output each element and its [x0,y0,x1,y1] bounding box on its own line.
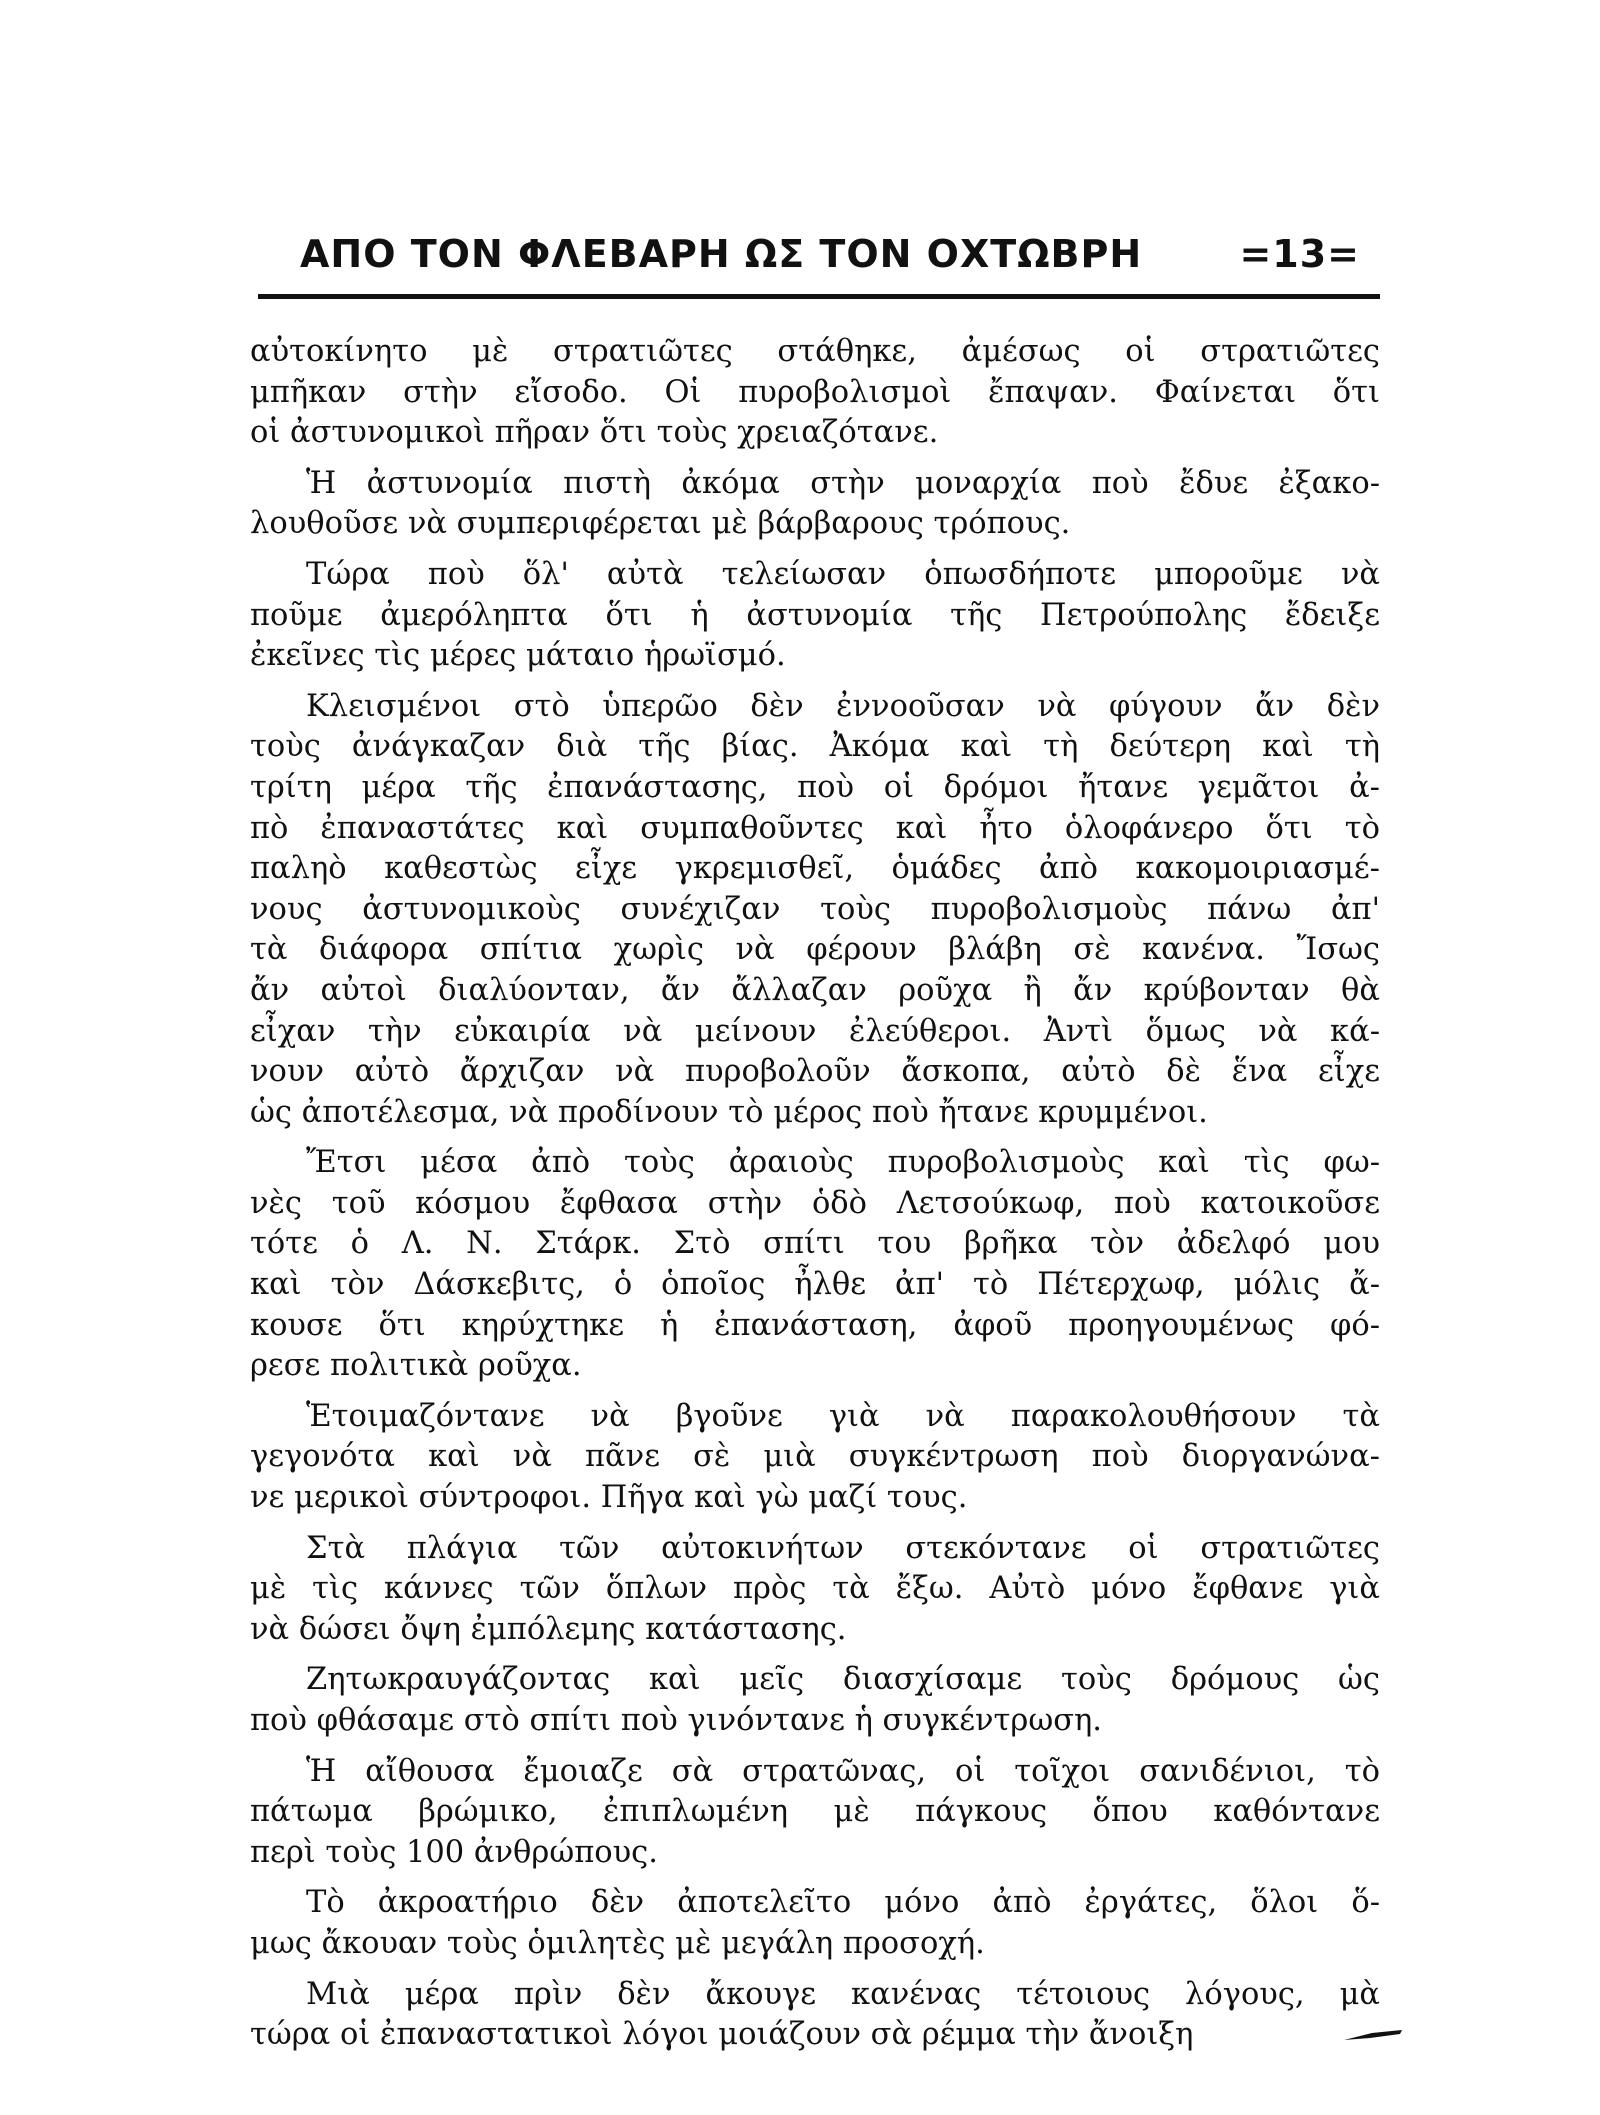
paragraph [250,1752,1380,1874]
paragraph-gap [250,1519,1380,1529]
page-header [300,232,1380,282]
text-line: μως ἄκουαν τοὺς ὁμιλητὲς μὲ μεγάλη προσοχή. [250,1925,985,1961]
text-line: Κλεισμένοι στὸ ὑπερῶο δὲν ἐννοοῦσαν νὰ φύγουν ἄν δὲν [306,688,1380,724]
paragraph-gap [250,1873,1380,1883]
paragraph [250,1397,1380,1519]
text-line: μὲ τὶς κάννες τῶν ὅπλων πρὸς τὰ ἔξω. Αὐτὸ μόνο ἔφθανε γιὰ [250,1571,1380,1607]
body-text [250,332,1380,2056]
text-line: ἐκεῖνες τὶς μέρες μάταιο ἡρωϊσμό. [250,638,786,674]
text-line: Ἡ αἴθουσα ἔμοιαζε σὰ στρατῶνας, οἱ τοῖχοι σανιδένιοι, τὸ [306,1753,1380,1789]
text-line: τρίτη μέρα τῆς ἐπανάστασης, ποὺ οἱ δρόμοι ἤτανε γεμᾶτοι ἀ- [250,769,1380,805]
paragraph [250,1660,1380,1741]
text-line: Ἡ ἀστυνομία πιστὴ ἀκόμα στὴν μοναρχία ποὺ ἔδυε ἐξακο- [306,465,1380,501]
paragraph [250,1529,1380,1651]
text-line: λουθοῦσε νὰ συμπεριφέρεται μὲ βάρβαρους τρόπους. [250,506,1071,542]
text-line: ἄν αὐτοὶ διαλύονταν, ἄν ἄλλαζαν ροῦχα ἢ ἄν κρύβονταν θὰ [250,972,1380,1008]
text-line: τὰ διάφορα σπίτια χωρὶς νὰ φέρουν βλάβη σὲ κανένα. Ἴσως [250,932,1380,968]
running-title: ΑΠΟ ΤΟΝ ΦΛΕΒΑΡΗ ΩΣ ΤΟΝ ΟΧΤΩΒΡΗ [300,232,1143,276]
text-line: τοὺς ἀνάγκαζαν διὰ τῆς βίας. Ἀκόμα καὶ τὴ δεύτερη καὶ τὴ [250,729,1380,765]
text-line: μπῆκαν στὴν εἴσοδο. Οἱ πυροβολισμοὶ ἔπαψαν. Φαίνεται ὅτι [250,374,1380,410]
text-line: ποῦμε ἀμερόληπτα ὅτι ἡ ἀστυνομία τῆς Πετρούπολης ἔδειξε [250,597,1380,633]
text-line: τώρα οἱ ἐπαναστατικοὶ λόγοι μοιάζουν σὰ ρέμμα τὴν ἄνοιξη [250,2017,1194,2053]
paragraph-gap [250,545,1380,555]
text-line: νὰ δώσει ὄψη ἐμπόλεμης κατάστασης. [250,1611,847,1647]
text-line: παληὸ καθεστὼς εἶχε γκρεμισθεῖ, ὁμάδες ἀπὸ κακομοιριασμέ- [250,851,1380,887]
paragraph [250,555,1380,677]
text-line: γεγονότα καὶ νὰ πᾶνε σὲ μιὰ συγκέντρωση ποὺ διοργανώνα- [250,1439,1380,1475]
text-line: νουν αὐτὸ ἄρχιζαν νὰ πυροβολοῦν ἄσκοπα, αὐτὸ δὲ ἕνα εἶχε [250,1054,1380,1090]
text-line: νὲς τοῦ κόσμου ἔφθασα στὴν ὁδὸ Λετσούκωφ, ποὺ κατοικοῦσε [250,1185,1380,1221]
text-line: νους ἀστυνομικοὺς συνέχιζαν τοὺς πυροβολισμοὺς πάνω ἀπ' [250,891,1380,927]
text-line: πὸ ἐπαναστάτες καὶ συμπαθοῦντες καὶ ἦτο ὁλοφάνερο ὅτι τὸ [250,810,1380,846]
text-line: Τὸ ἀκροατήριο δὲν ἀποτελεῖτο μόνο ἀπὸ ἐργάτες, ὅλοι ὅ- [306,1885,1380,1921]
paragraph [250,1975,1380,2056]
text-line: Μιὰ μέρα πρὶν δὲν ἄκουγε κανένας τέτοιους λόγους, μὰ [306,1976,1380,2012]
header-rule [258,294,1380,299]
text-line: Ζητωκραυγάζοντας καὶ μεῖς διασχίσαμε τοὺς δρόμους ὡς [306,1662,1380,1698]
text-line: Ἑτοιμαζόντανε νὰ βγοῦνε γιὰ νὰ παρακολουθήσουν τὰ [306,1398,1380,1434]
text-line: πάτωμα βρώμικο, ἐπιπλωμένη μὲ πάγκους ὅπου καθόντανε [250,1794,1380,1830]
text-line: νε μερικοὶ σύντροφοι. Πῆγα καὶ γὼ μαζί τους. [250,1480,968,1516]
paragraph [250,1883,1380,1964]
text-line: καὶ τὸν Δάσκεβιτς, ὁ ὁποῖος ἦλθε ἀπ' τὸ Πέτερχωφ, μόλις ἄ- [250,1267,1380,1303]
paragraph-gap [250,1650,1380,1660]
text-line: αὐτοκίνητο μὲ στρατιῶτες στάθηκε, ἀμέσως οἱ στρατιῶτες [250,334,1380,369]
paragraph [250,687,1380,1134]
text-line: Ἔτσι μέσα ἀπὸ τοὺς ἀραιοὺς πυροβολισμοὺς καὶ τὶς φω- [306,1145,1380,1181]
text-line: ρεσε πολιτικὰ ροῦχα. [250,1348,582,1384]
paragraph [250,464,1380,545]
text-line: Τώρα ποὺ ὅλ' αὐτὰ τελείωσαν ὁπωσδήποτε μποροῦμε νὰ [306,556,1380,592]
paragraph [250,332,1380,454]
paragraph-gap [250,1742,1380,1752]
ink-mark [1342,2028,1404,2042]
text-line: ποὺ φθάσαμε στὸ σπίτι ποὺ γινόντανε ἡ συγκέντρωση. [250,1703,1103,1738]
text-line: κουσε ὅτι κηρύχτηκε ἡ ἐπανάσταση, ἀφοῦ προηγουμένως φό- [250,1307,1380,1343]
paragraph-gap [250,1965,1380,1975]
text-line: Στὰ πλάγια τῶν αὐτοκινήτων στεκόντανε οἱ στρατιῶτες [306,1530,1380,1566]
text-line: τότε ὁ Λ. Ν. Στάρκ. Στὸ σπίτι του βρῆκα τὸν ἀδελφό μου [250,1226,1380,1262]
text-line: οἱ ἀστυνομικοὶ πῆραν ὅτι τοὺς χρειαζότανε. [250,415,939,451]
paragraph-gap [250,1387,1380,1397]
text-line: περὶ τοὺς 100 ἀνθρώπους. [250,1834,658,1870]
paragraph-gap [250,677,1380,687]
text-line: εἶχαν τὴν εὐκαιρία νὰ μείνουν ἐλεύθεροι. Ἀντὶ ὅμως νὰ κά- [250,1013,1380,1049]
paragraph [250,1143,1380,1387]
page-number: =13= [1239,232,1360,276]
text-line: ὡς ἀποτέλεσμα, νὰ προδίνουν τὸ μέρος ποὺ ἤτανε κρυμμένοι. [250,1094,1208,1130]
paragraph-gap [250,1133,1380,1143]
paragraph-gap [250,454,1380,464]
